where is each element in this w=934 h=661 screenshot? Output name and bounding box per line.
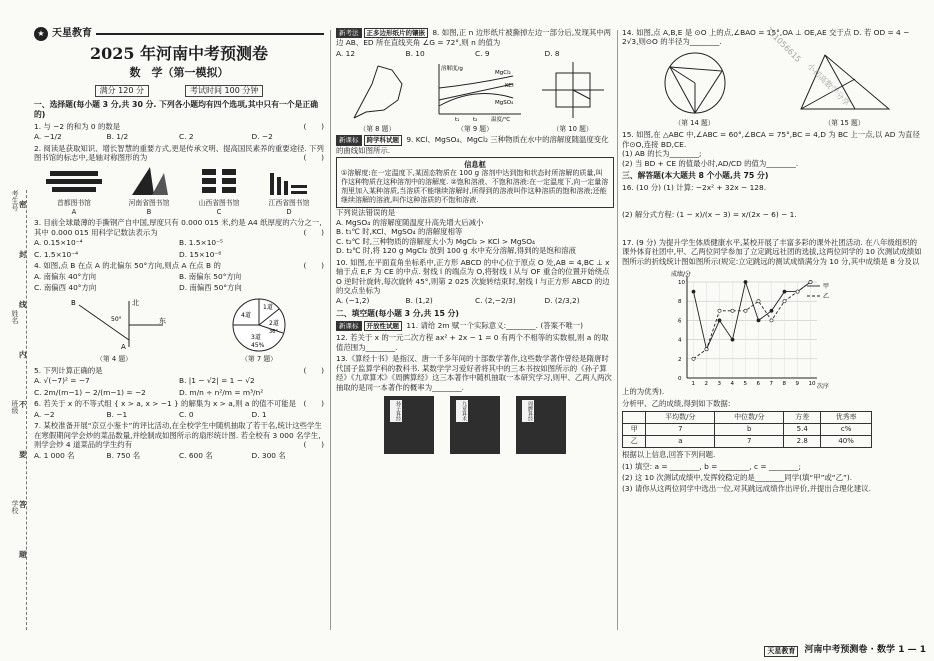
figure-caption: （第 8 题） <box>359 124 396 133</box>
question-tag: 新课标 <box>336 321 362 331</box>
option: D. −2 <box>251 132 273 142</box>
slice-label: 2道 <box>269 319 279 327</box>
question-tag: 新课标 <box>336 135 362 145</box>
question-tag: 新考法 <box>336 28 362 38</box>
y-tick-label: 8 <box>677 299 682 306</box>
sub-question: (3) 请你从这两位同学中选出一位,对其跳远成绩作出评价,并提出合理化建议. <box>622 484 871 494</box>
question-text: 7. 某校准备开展“京豆小鉴卡”的评比活动,在全校学生中随机抽取了若干名,统计这些学生在寒假期间学会炒的菜品数量,并绘制成如图所示的扇形统计图. 若全校有 3 000 名学生,则学会炒 4 道菜品的学生约有 <box>34 421 322 450</box>
option: C. t₂℃ 时,三种物质的溶解度大小为 MgCl₂ > KCl > MgSO₄ <box>336 236 535 246</box>
table-cell: c% <box>821 424 872 436</box>
book-title: 九章算术 <box>456 400 468 422</box>
question-1 <box>34 122 324 142</box>
seal-word: 题 <box>19 550 27 559</box>
figure-caption: （第 10 题） <box>552 124 593 133</box>
y-axis-label: 成绩/分 <box>670 271 691 279</box>
data-point-甲 <box>730 338 733 341</box>
question-lead: 下列说法错误的是 <box>336 208 396 218</box>
binding-label: 班级 <box>10 400 19 414</box>
header-rule <box>96 33 324 35</box>
henan-library-logo <box>124 165 174 197</box>
table-header <box>623 412 872 424</box>
footer-logo: 天星教育 <box>764 646 798 657</box>
data-point-乙 <box>743 309 746 312</box>
data-point-甲 <box>691 290 694 293</box>
binding-strip <box>4 190 30 630</box>
column-divider <box>330 30 331 630</box>
question-tag: 跨学科试题 <box>364 135 403 145</box>
y-tick-label: 10 <box>677 280 685 287</box>
x-tick-label: 6 <box>756 381 760 388</box>
x-tick-label: 3 <box>717 381 721 388</box>
question-7 <box>34 421 324 460</box>
option: B. 750 名 <box>106 450 141 460</box>
brand-header <box>34 26 324 42</box>
options <box>34 132 324 141</box>
sub-question: (1) 填空: a = ________, b = ________, c = ________; <box>622 461 801 471</box>
north-label: 北 <box>132 298 139 307</box>
figure-15 <box>795 49 895 128</box>
question-5 <box>34 366 324 397</box>
line-chart <box>667 266 837 394</box>
table-cell: 5.4 <box>784 424 821 436</box>
options <box>34 410 324 419</box>
data-point-乙 <box>782 300 785 303</box>
option: A. 1 000 名 <box>34 450 75 460</box>
question-text: 1. 与 −2 的和为 0 的数是 <box>34 121 121 131</box>
options <box>336 296 614 305</box>
book-images <box>336 396 614 454</box>
question-10 <box>336 258 614 306</box>
question-text: 9. KCl、MgSO₄、MgCl₂ 三种物质在水中的溶解度随温度变化的曲线如图所示. <box>336 135 609 155</box>
point-a-label: A <box>121 342 126 351</box>
option: C. (2,−2/3) <box>475 296 516 306</box>
question-text: 8. 如图,正 n 边形纸片被撕掉左边一部分后,发现其中两边 AB、ED 所在直线夹角 ∠G = 72°,则 n 的值为 <box>336 28 612 48</box>
table-cell: a <box>646 436 715 448</box>
question-text: 12. 若关于 x 的一元二次方程 ax² + 2x − 1 = 0 有两个不相等的实数根,则 a 的取值范围为________. <box>336 333 609 352</box>
question-4 <box>34 261 324 292</box>
figure-8 <box>342 60 412 133</box>
option: A. √(−7)² = −7 <box>34 376 90 386</box>
polygon-diagram <box>342 60 412 122</box>
option: B. (1,2) <box>405 296 433 306</box>
data-point-乙 <box>756 300 759 303</box>
sub-question: (2) 这 10 次测试成绩中,发挥较稳定的是________同学(填“甲”或“乙”). <box>622 473 853 483</box>
time-info: 考试时间 100 分钟 <box>185 85 263 97</box>
capital-library-logo <box>44 165 104 197</box>
option: C. 2 <box>179 132 194 142</box>
question-9 <box>336 135 614 255</box>
option: C. 600 名 <box>179 450 213 460</box>
angle-label: 36° <box>269 328 278 335</box>
answer-paren: ( ) <box>303 153 324 163</box>
sub-question: (1) AB 的长为________; <box>622 149 702 159</box>
option: D. 南偏西 50°方向 <box>179 283 242 293</box>
table-cell: 甲 <box>623 424 646 436</box>
option: C. 0 <box>179 409 194 419</box>
data-point-乙 <box>795 290 798 293</box>
column-middle <box>336 26 614 454</box>
y-tick-label: 0 <box>677 376 682 383</box>
figure-caption: （第 9 题） <box>457 124 493 133</box>
question-text: 11. 请给 2m 赋一个实际意义:________. (答案不唯一) <box>406 320 584 330</box>
answer-paren: ( ) <box>303 365 324 375</box>
book-title: 周髀算经 <box>522 400 534 422</box>
exam-meta <box>34 85 324 97</box>
instruction: 根据以上信息,回答下列问题. <box>622 450 716 460</box>
column-divider <box>617 30 618 630</box>
exam-title: 2025 年河南中考预测卷 <box>89 44 269 63</box>
angle-label: 50° <box>111 315 122 323</box>
logo-c <box>194 165 244 217</box>
table-row <box>623 436 872 448</box>
option: C. 9 <box>475 48 490 58</box>
table-header-cell: 优秀率 <box>821 412 872 424</box>
question-16 <box>622 183 922 220</box>
logo-caption: 山西省图书馆 <box>198 199 240 208</box>
options <box>34 376 324 397</box>
data-point-甲 <box>743 281 746 284</box>
logo-b <box>124 165 174 217</box>
score-info: 满分 120 分 <box>95 85 149 97</box>
options <box>336 49 614 58</box>
seal-word: 不 <box>19 400 27 409</box>
data-point-甲 <box>769 309 772 312</box>
binding-label: 考生号 <box>10 190 19 211</box>
table-cell: 2.8 <box>784 436 821 448</box>
option: C. 2m/(m−1) − 2/(m−1) = −2 <box>34 387 146 397</box>
point-b-label: B <box>71 298 76 307</box>
figure-4 <box>59 295 169 364</box>
options <box>34 451 324 460</box>
question-text: 17. (9 分) 为提升学生体质健康水平,某校开展了丰富多彩的课外社团活动. 在八年级组织的课外体育社团中,甲、乙两位同学参加了立定跳远社团的选拔,这两位同学的 10 次测试成绩如图所示的折线统计图如图所示(规定:立定跳远的测试成绩满分为 10 分,其中成绩是 8 分及以上的为优秀). <box>622 237 922 397</box>
section-heading: 一、选择题(每小题 3 分,共 30 分. 下列各小题均有四个选项,其中只有一个是正确的) <box>34 99 318 119</box>
option: B. |1 − √2| = 1 − √2 <box>179 376 255 386</box>
option: A. −2 <box>34 409 55 419</box>
logo-a <box>44 165 104 217</box>
option: B. 南偏东 50°方向 <box>179 271 242 281</box>
analysis-text: 分析甲、乙的成绩,得到如下数据: <box>622 398 731 408</box>
option: D. t₂℃ 时,将 120 g MgCl₂ 放到 100 g 水中充分溶解,得到的是饱和溶液 <box>336 246 576 256</box>
library-logos <box>34 165 324 217</box>
y-tick-label: 2 <box>677 357 682 364</box>
x-tick-label: 5 <box>743 381 747 388</box>
column-left <box>34 26 324 460</box>
question-tag: 正多边形纸片的镶嵌 <box>364 28 429 38</box>
compass-diagram <box>59 295 169 353</box>
question-text: 3. 目前全球最薄的手撕钢产自中国,厚度只有 0.000 015 米,约是 A4 纸厚度的六分之一,其中 0.000 015 用科学记数法表示为 <box>34 218 322 237</box>
table-cell: 40% <box>821 436 872 448</box>
figure-caption: （第 7 题） <box>241 355 277 364</box>
logo-caption: 河南省图书馆 <box>128 199 170 208</box>
option: A. MgSO₄ 的溶解度随温度升高先增大后减小 <box>336 217 484 227</box>
logo-d <box>264 165 314 217</box>
question-2 <box>34 144 324 217</box>
figure-10 <box>538 60 608 133</box>
slice-label: 45% <box>251 341 265 349</box>
figures-4-7 <box>34 295 324 364</box>
figure-caption: （第 14 题） <box>674 119 715 128</box>
data-point-乙 <box>717 309 720 312</box>
page-footer <box>764 645 926 657</box>
question-13 <box>336 354 614 454</box>
table-cell: 乙 <box>623 436 646 448</box>
axis-label: 溶解度/g <box>440 66 463 73</box>
question-text: 2. 阅读是获取知识、增长智慧的重要方式,更是传承文明、提高国民素养的重要途径. 下列图书馆的标志中,是轴对称图形的为 <box>34 143 324 163</box>
question-text: 13.《算经十书》是指汉、唐一千多年间的十部数学著作,这些数学著作曾经是隋唐时代国子监算学科的教科书. 某数学学习爱好者将其中的三本书按如图所示的《孙子算经》《九章算术》《周髀算经》这三本著作中随机抽取一本研究学习,则甲、乙两人两次抽取的是同一本著作的概率为________. <box>336 354 612 392</box>
x-tick-label: 8 <box>782 381 786 388</box>
seal-word: 线 <box>19 300 27 309</box>
data-point-乙 <box>691 357 694 360</box>
slice-label: 3道 <box>251 333 261 341</box>
seal-word: 密 <box>19 200 27 209</box>
seal-word: 答 <box>19 500 27 509</box>
data-point-乙 <box>769 319 772 322</box>
logo-caption: 首都图书馆 <box>57 199 91 208</box>
question-text: 5. 下列计算正确的是 <box>34 365 103 375</box>
option: D. 8 <box>544 48 560 58</box>
info-box-text: ①溶解度:在一定温度下,某固态物质在 100 g 溶剂中达到饱和状态时所溶解的质量,叫作这种物质在这种溶剂中的溶解度. ②饱和溶液、不饱和溶液:在一定温度下,向一定量溶剂里加入某种溶质,当溶质不能继续溶解时,所得到的溶液叫作这种溶质的饱和溶液;还能继续溶解的溶液,叫作这种溶质的不饱和溶液. <box>341 169 609 205</box>
option: B. 1/2 <box>106 132 129 142</box>
option: B. t₁℃ 时,KCl、MgSO₄ 的溶解度相等 <box>336 227 463 237</box>
question-text: 10. 如图,在平面直角坐标系中,正方形 ABCD 的中心位于原点 O 处,AB = 4,BC ⊥ x 轴于点 E,F 为 CE 的中点. 射线 l 的端点为 O,将射线 l 从与 OF 重合的位置开始绕点 O 逆时针旋转,每次旋转 45°,则第 2 025 次旋转结束时,射线 l 与正方形 ABCD 的边的交点坐标为 <box>336 257 610 295</box>
series-label: MgCl₂ <box>494 70 511 77</box>
section-heading: 三、解答题(本大题共 8 个小题,共 75 分) <box>622 170 769 180</box>
answer-paren: ( ) <box>303 121 324 131</box>
watermark-text: 751056615 <box>763 25 803 65</box>
book-cover <box>384 396 434 454</box>
seal-word: 封 <box>19 250 27 259</box>
question-text: 6. 若关于 x 的不等式组 { x > a, x > −1 } 的解集为 x > a,则 a 的值不可能是 <box>34 399 297 409</box>
option: D. m/n ÷ n²/m = m³/n² <box>179 387 264 397</box>
question-text: 14. 如图,点 A,B,E 是 ⊙O 上的点,∠BAO = 15°,OA ⊥ OE,AE 交于点 D. 若 OD = 4 − 2√3,则⊙O 的半径为________. <box>622 28 910 47</box>
east-label: 东 <box>159 316 166 325</box>
logo-caption: 江西省图书馆 <box>268 199 310 208</box>
question-12 <box>336 333 614 352</box>
data-point-甲 <box>782 290 785 293</box>
slice-label: 4道 <box>241 311 251 319</box>
question-8 <box>336 28 614 58</box>
question-text: 4. 如图,点 B 在点 A 的北偏东 50°方向,则点 A 在点 B 的 <box>34 261 221 271</box>
exam-subtitle: 数 学（第一模拟） <box>129 66 229 80</box>
series-label: MgSO₄ <box>494 100 514 107</box>
question-6 <box>34 399 324 419</box>
info-box-title: 信息框 <box>464 160 486 170</box>
question-15 <box>622 130 922 168</box>
table-cell: b <box>715 424 784 436</box>
seal-word: 要 <box>19 450 27 459</box>
seal-word: 内 <box>19 350 27 359</box>
book-title: 孙子算经 <box>390 400 402 422</box>
x-tick-label: 7 <box>769 381 773 388</box>
options <box>34 272 324 293</box>
axis-label: 温度/℃ <box>490 117 511 123</box>
legend-label: 乙 <box>822 293 829 301</box>
x-axis-label: 次序 <box>816 383 829 391</box>
logo-letter: A <box>71 207 77 216</box>
slice-label: 1道 <box>263 303 273 311</box>
data-point-甲 <box>756 319 759 322</box>
data-point-乙 <box>704 348 707 351</box>
option: B. 1.5×10⁻⁵ <box>179 238 223 248</box>
option: B. −1 <box>106 409 128 419</box>
footer-text: 河南中考预测卷 · 数学 1 — 1 <box>804 645 926 656</box>
question-17 <box>622 238 922 397</box>
pie-chart-diagram <box>219 295 299 353</box>
solubility-chart <box>425 60 525 122</box>
figure-7 <box>219 295 299 364</box>
option: D. 15×10⁻⁶ <box>179 249 222 259</box>
circle-diagram <box>650 49 740 117</box>
answer-paren: ( ) <box>303 227 324 237</box>
option: A. 南偏东 40°方向 <box>34 271 97 281</box>
legend-label: 甲 <box>822 283 829 291</box>
data-point-乙 <box>730 309 733 312</box>
data-point-甲 <box>717 319 720 322</box>
logo-letter: B <box>146 207 152 216</box>
sub-question: (2) 解分式方程: (1 − x)/(x − 3) = x/(2x − 6) − 1. <box>622 210 797 220</box>
option: D. 300 名 <box>251 450 286 460</box>
option: C. 1.5×10⁻⁴ <box>34 249 79 259</box>
series-line-甲 <box>693 282 810 349</box>
figures-8-10 <box>336 60 614 133</box>
question-11 <box>336 321 614 331</box>
option: B. 10 <box>405 48 425 58</box>
figure-caption: （第 4 题） <box>96 355 132 364</box>
figure-14 <box>650 49 740 128</box>
figure-caption: （第 15 题） <box>824 119 865 128</box>
info-box <box>336 157 614 208</box>
option: A. −1/2 <box>34 132 62 142</box>
option: D. (2/3,2) <box>544 296 580 306</box>
tick-label: t₁ <box>454 117 460 123</box>
watermark-text: 小初高数学分享 <box>805 61 852 108</box>
answer-paren: ( ) <box>303 440 324 450</box>
question-text: 16. (10 分) (1) 计算: −2x² + 32x − 128. <box>622 182 767 192</box>
sub-question: (2) 当 BD + CE 的值最小时,AD/CD 的值为________. <box>622 158 799 168</box>
y-tick-label: 4 <box>677 337 682 344</box>
question-3 <box>34 218 324 259</box>
table-header-cell: 方差 <box>784 412 821 424</box>
stats-table <box>622 411 872 448</box>
option: D. 1 <box>251 409 267 419</box>
question-tag: 开放性试题 <box>364 321 403 331</box>
shanxi-library-logo <box>194 165 244 197</box>
book-cover <box>450 396 500 454</box>
option: C. 南偏西 40°方向 <box>34 283 97 293</box>
brand-name: 天星教育 <box>52 27 92 39</box>
book-cover <box>516 396 566 454</box>
option: A. (−1,2) <box>336 296 370 306</box>
data-point-乙 <box>808 281 811 284</box>
table-row <box>623 424 872 436</box>
x-tick-label: 1 <box>691 381 695 388</box>
x-tick-label: 9 <box>795 381 799 388</box>
jiangxi-library-logo <box>264 165 314 197</box>
x-tick-label: 2 <box>704 381 708 388</box>
binding-label: 姓名 <box>10 310 19 324</box>
logo-letter: D <box>286 207 292 216</box>
logo-letter: C <box>216 207 222 216</box>
table-header-cell: 中位数/分 <box>715 412 784 424</box>
y-tick-label: 6 <box>677 318 682 325</box>
column-right <box>622 26 922 494</box>
x-tick-label: 4 <box>730 381 734 388</box>
question-text: 15. 如图,在 △ABC 中,∠ABC = 60°,∠BCA = 75°,BC = 4,D 为 BC 上一点,以 AD 为直径作⊙O,连接 BD,CE. <box>622 130 920 149</box>
binding-label: 学校 <box>10 500 19 514</box>
star-icon: ★ <box>34 27 48 41</box>
series-label: KCl <box>504 83 514 90</box>
answer-paren: ( ) <box>303 261 324 271</box>
square-coordinate-diagram <box>538 60 608 122</box>
figures-14-15 <box>622 49 922 128</box>
option: A. 12 <box>336 48 356 58</box>
section-heading: 二、填空题(每小题 3 分,共 15 分) <box>336 308 459 318</box>
tick-label: t₂ <box>472 117 478 123</box>
table-cell: 7 <box>715 436 784 448</box>
x-tick-label: 10 <box>808 381 816 388</box>
table-header-cell <box>623 412 646 424</box>
options <box>34 238 324 259</box>
table-cell: 7 <box>646 424 715 436</box>
figure-9 <box>425 60 525 133</box>
table-header-cell: 平均数/分 <box>646 412 715 424</box>
option: A. 0.15×10⁻⁴ <box>34 238 83 248</box>
answer-paren: ( ) <box>303 399 324 409</box>
